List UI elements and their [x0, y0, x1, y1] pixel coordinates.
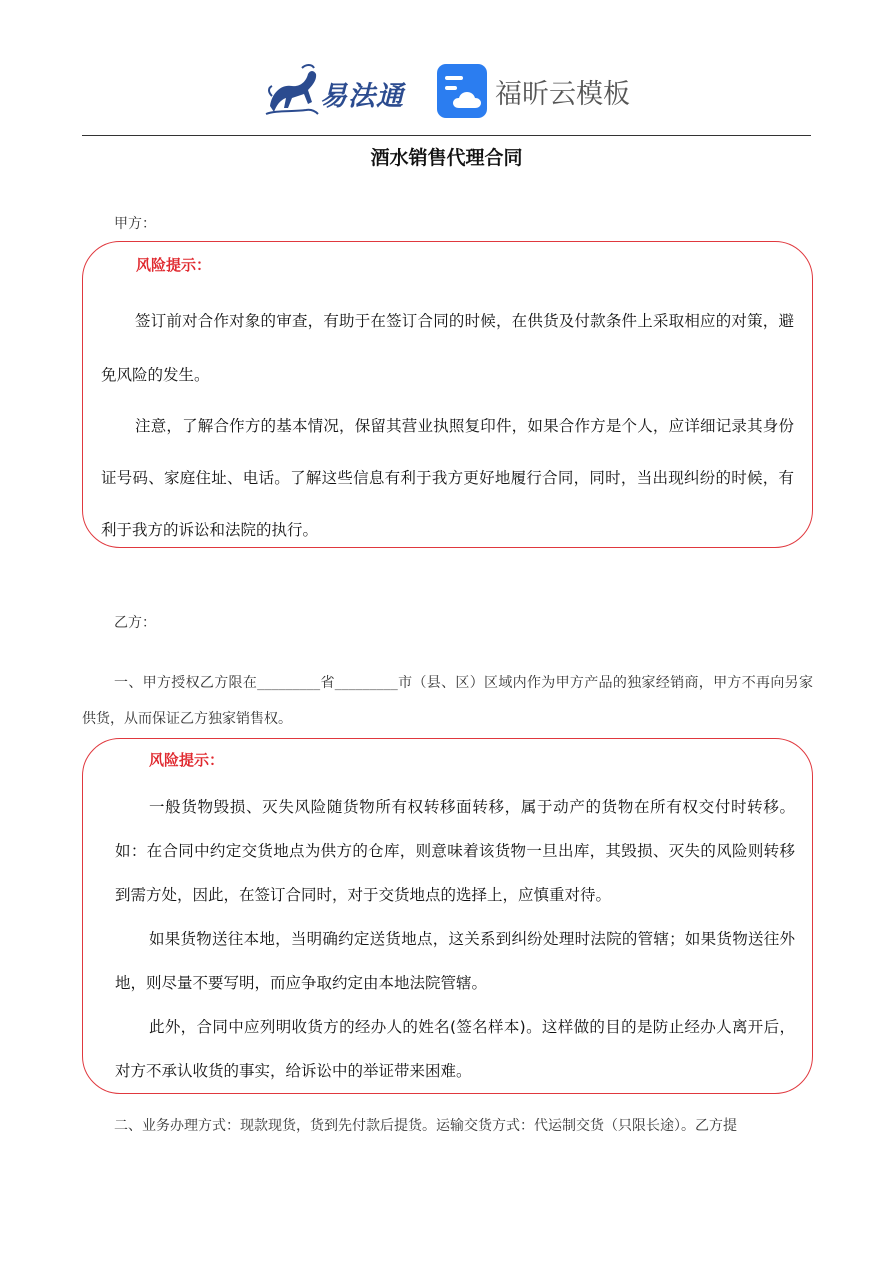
risk-box-1-para-1: 签订前对合作对象的审查，有助于在签订合同的时候，在供货及付款条件上采取相应的对策，避免风险的发生。 [101, 312, 794, 384]
party-b-label: 乙方： [114, 615, 156, 631]
risk-box-2-para-3: 此外，合同中应列明收货方的经办人的姓名(签名样本)。这样做的目的是防止经办人离开后，对方不承认收货的事实，给诉讼中的举证带来困难。 [115, 1018, 795, 1080]
risk-box-2-para-2: 如果货物送往本地，当明确约定送货地点，这关系到纠纷处理时法院的管辖；如果货物送往外地，则尽量不要写明，而应争取约定由本地法院管辖。 [115, 930, 795, 992]
qilin-icon [262, 62, 322, 120]
header [0, 60, 893, 124]
risk-box-1-title: 风险提示： [136, 256, 212, 274]
header-rule [82, 135, 811, 136]
yifatong-logo-text: 易法通 [320, 81, 404, 112]
risk-box-1-para-2: 注意，了解合作方的基本情况，保留其营业执照复印件，如果合作方是个人，应详细记录其身份证号码、家庭住址、电话。了解这些信息有利于我方更好地履行合同，同时，当出现纠纷的时候，有利于我方的诉讼和法院的执行。 [101, 417, 794, 539]
clause-2: 二、业务办理方式：现款现货，货到先付款后提货。运输交货方式：代运制交货（只限长途）。乙方提 [114, 1118, 737, 1134]
document-title: 酒水销售代理合同 [370, 147, 523, 169]
clause-1: 一、甲方授权乙方限在_________省_________市（县、区）区域内作为甲方产品的独家经销商，甲方不再向另家供货，从而保证乙方独家销售权。 [82, 675, 813, 727]
fuxin-cloud-icon [437, 64, 487, 118]
party-a-label: 甲方： [114, 216, 156, 232]
risk-box-1 [82, 241, 813, 548]
risk-box-2-title: 风险提示： [149, 751, 225, 769]
fuxin-logo [437, 64, 637, 118]
risk-box-2-para-1: 一般货物毁损、灭失风险随货物所有权转移面转移，属于动产的货物在所有权交付时转移。如：在合同中约定交货地点为供方的仓库，则意味着该货物一旦出库，其毁损、灭失的风险则转移到需方处，因此，在签订合同时，对于交货地点的选择上，应慎重对待。 [115, 798, 795, 904]
risk-box-2 [82, 738, 813, 1094]
fuxin-logo-text: 福昕云模板 [495, 79, 630, 110]
yifatong-logo [262, 62, 412, 120]
